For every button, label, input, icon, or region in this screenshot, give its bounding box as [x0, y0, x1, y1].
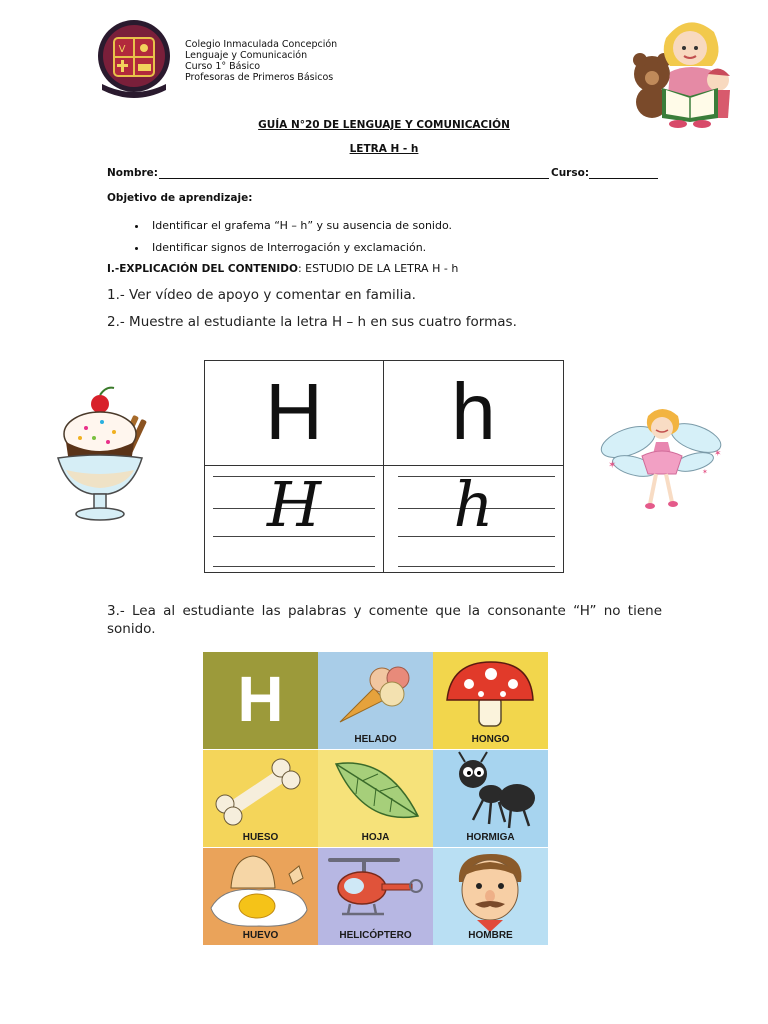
- script-uppercase-cell: [205, 466, 384, 572]
- name-row: [107, 167, 662, 181]
- school-info: [185, 39, 337, 83]
- tile-label: HUEVO: [242, 930, 279, 941]
- print-uppercase-cell: [205, 361, 384, 466]
- course-label: Curso:: [551, 167, 590, 179]
- tile-label: HELICÓPTERO: [339, 930, 412, 941]
- step-1: 1.- Ver vídeo de apoyo y comentar en familia.: [107, 287, 416, 303]
- script-lowercase-letter: h: [453, 468, 494, 541]
- h-words-picture-grid: [203, 652, 549, 945]
- letter-forms-table: [204, 360, 564, 573]
- guide-title: GUÍA N°20 DE LENGUAJE Y COMUNICACIÓN: [258, 119, 510, 131]
- tile-label: HORMIGA: [466, 832, 515, 843]
- svg-text:V: V: [118, 44, 126, 55]
- tile-hoja: [318, 750, 433, 847]
- course-field[interactable]: [589, 178, 658, 179]
- svg-text:✶: ✶: [608, 460, 617, 471]
- script-uppercase-letter: H: [266, 468, 322, 541]
- step-3: 3.- Lea al estudiante las palabras y comente que la consonante “H” no tiene sonido.: [107, 603, 662, 637]
- school-name: Colegio Inmaculada Concepción: [185, 39, 338, 50]
- tile-label: HONGO: [471, 734, 510, 745]
- ice-cream-sundae-illustration: [52, 386, 148, 522]
- objective-item: • Identificar signos de Interrogación y exclamación.: [148, 237, 452, 259]
- objective-heading: Objetivo de aprendizaje:: [107, 192, 253, 204]
- step-2: 2.- Muestre al estudiante la letra H – h en sus cuatro formas.: [107, 314, 517, 330]
- section-heading: [107, 262, 458, 275]
- subject-name: Lenguaje y Comunicación: [185, 50, 308, 61]
- name-label: Nombre:: [107, 167, 158, 179]
- tile-helado: [318, 652, 433, 749]
- tile-label: HOMBRE: [468, 930, 513, 941]
- tile-hueso: [203, 750, 318, 847]
- script-lowercase-cell: [384, 466, 563, 572]
- tile-huevo: [203, 848, 318, 945]
- reading-girl-illustration: [626, 10, 738, 128]
- course-name: Curso 1° Básico: [185, 61, 261, 72]
- svg-text:✶: ✶: [714, 449, 722, 459]
- guide-subtitle: LETRA H - h: [349, 143, 419, 155]
- section-heading-rest: : ESTUDIO DE LA LETRA H - h: [297, 262, 459, 275]
- tile-label: HOJA: [361, 832, 390, 843]
- svg-text:✶: ✶: [702, 468, 708, 476]
- objective-item: • Identificar el grafema “H – h” y su ausencia de sonido.: [148, 215, 452, 237]
- print-uppercase-letter: H: [265, 367, 323, 456]
- tile-helicoptero: [318, 848, 433, 945]
- school-crest: [96, 18, 172, 98]
- section-heading-bold: I.-EXPLICACIÓN DEL CONTENIDO: [107, 263, 298, 275]
- tile-hongo: [433, 652, 548, 749]
- tile-hombre: [433, 848, 548, 945]
- objective-list: [128, 215, 452, 259]
- tile-letter-h-glyph: H: [237, 663, 284, 735]
- print-lowercase-cell: [384, 361, 563, 466]
- print-lowercase-letter: h: [451, 367, 496, 456]
- tile-hormiga: [433, 750, 548, 847]
- fairy-illustration: [598, 404, 726, 516]
- tile-label: HUESO: [242, 832, 279, 843]
- tile-letter-h: [203, 652, 318, 749]
- tile-label: HELADO: [354, 734, 397, 745]
- teachers-name: Profesoras de Primeros Básicos: [185, 72, 334, 83]
